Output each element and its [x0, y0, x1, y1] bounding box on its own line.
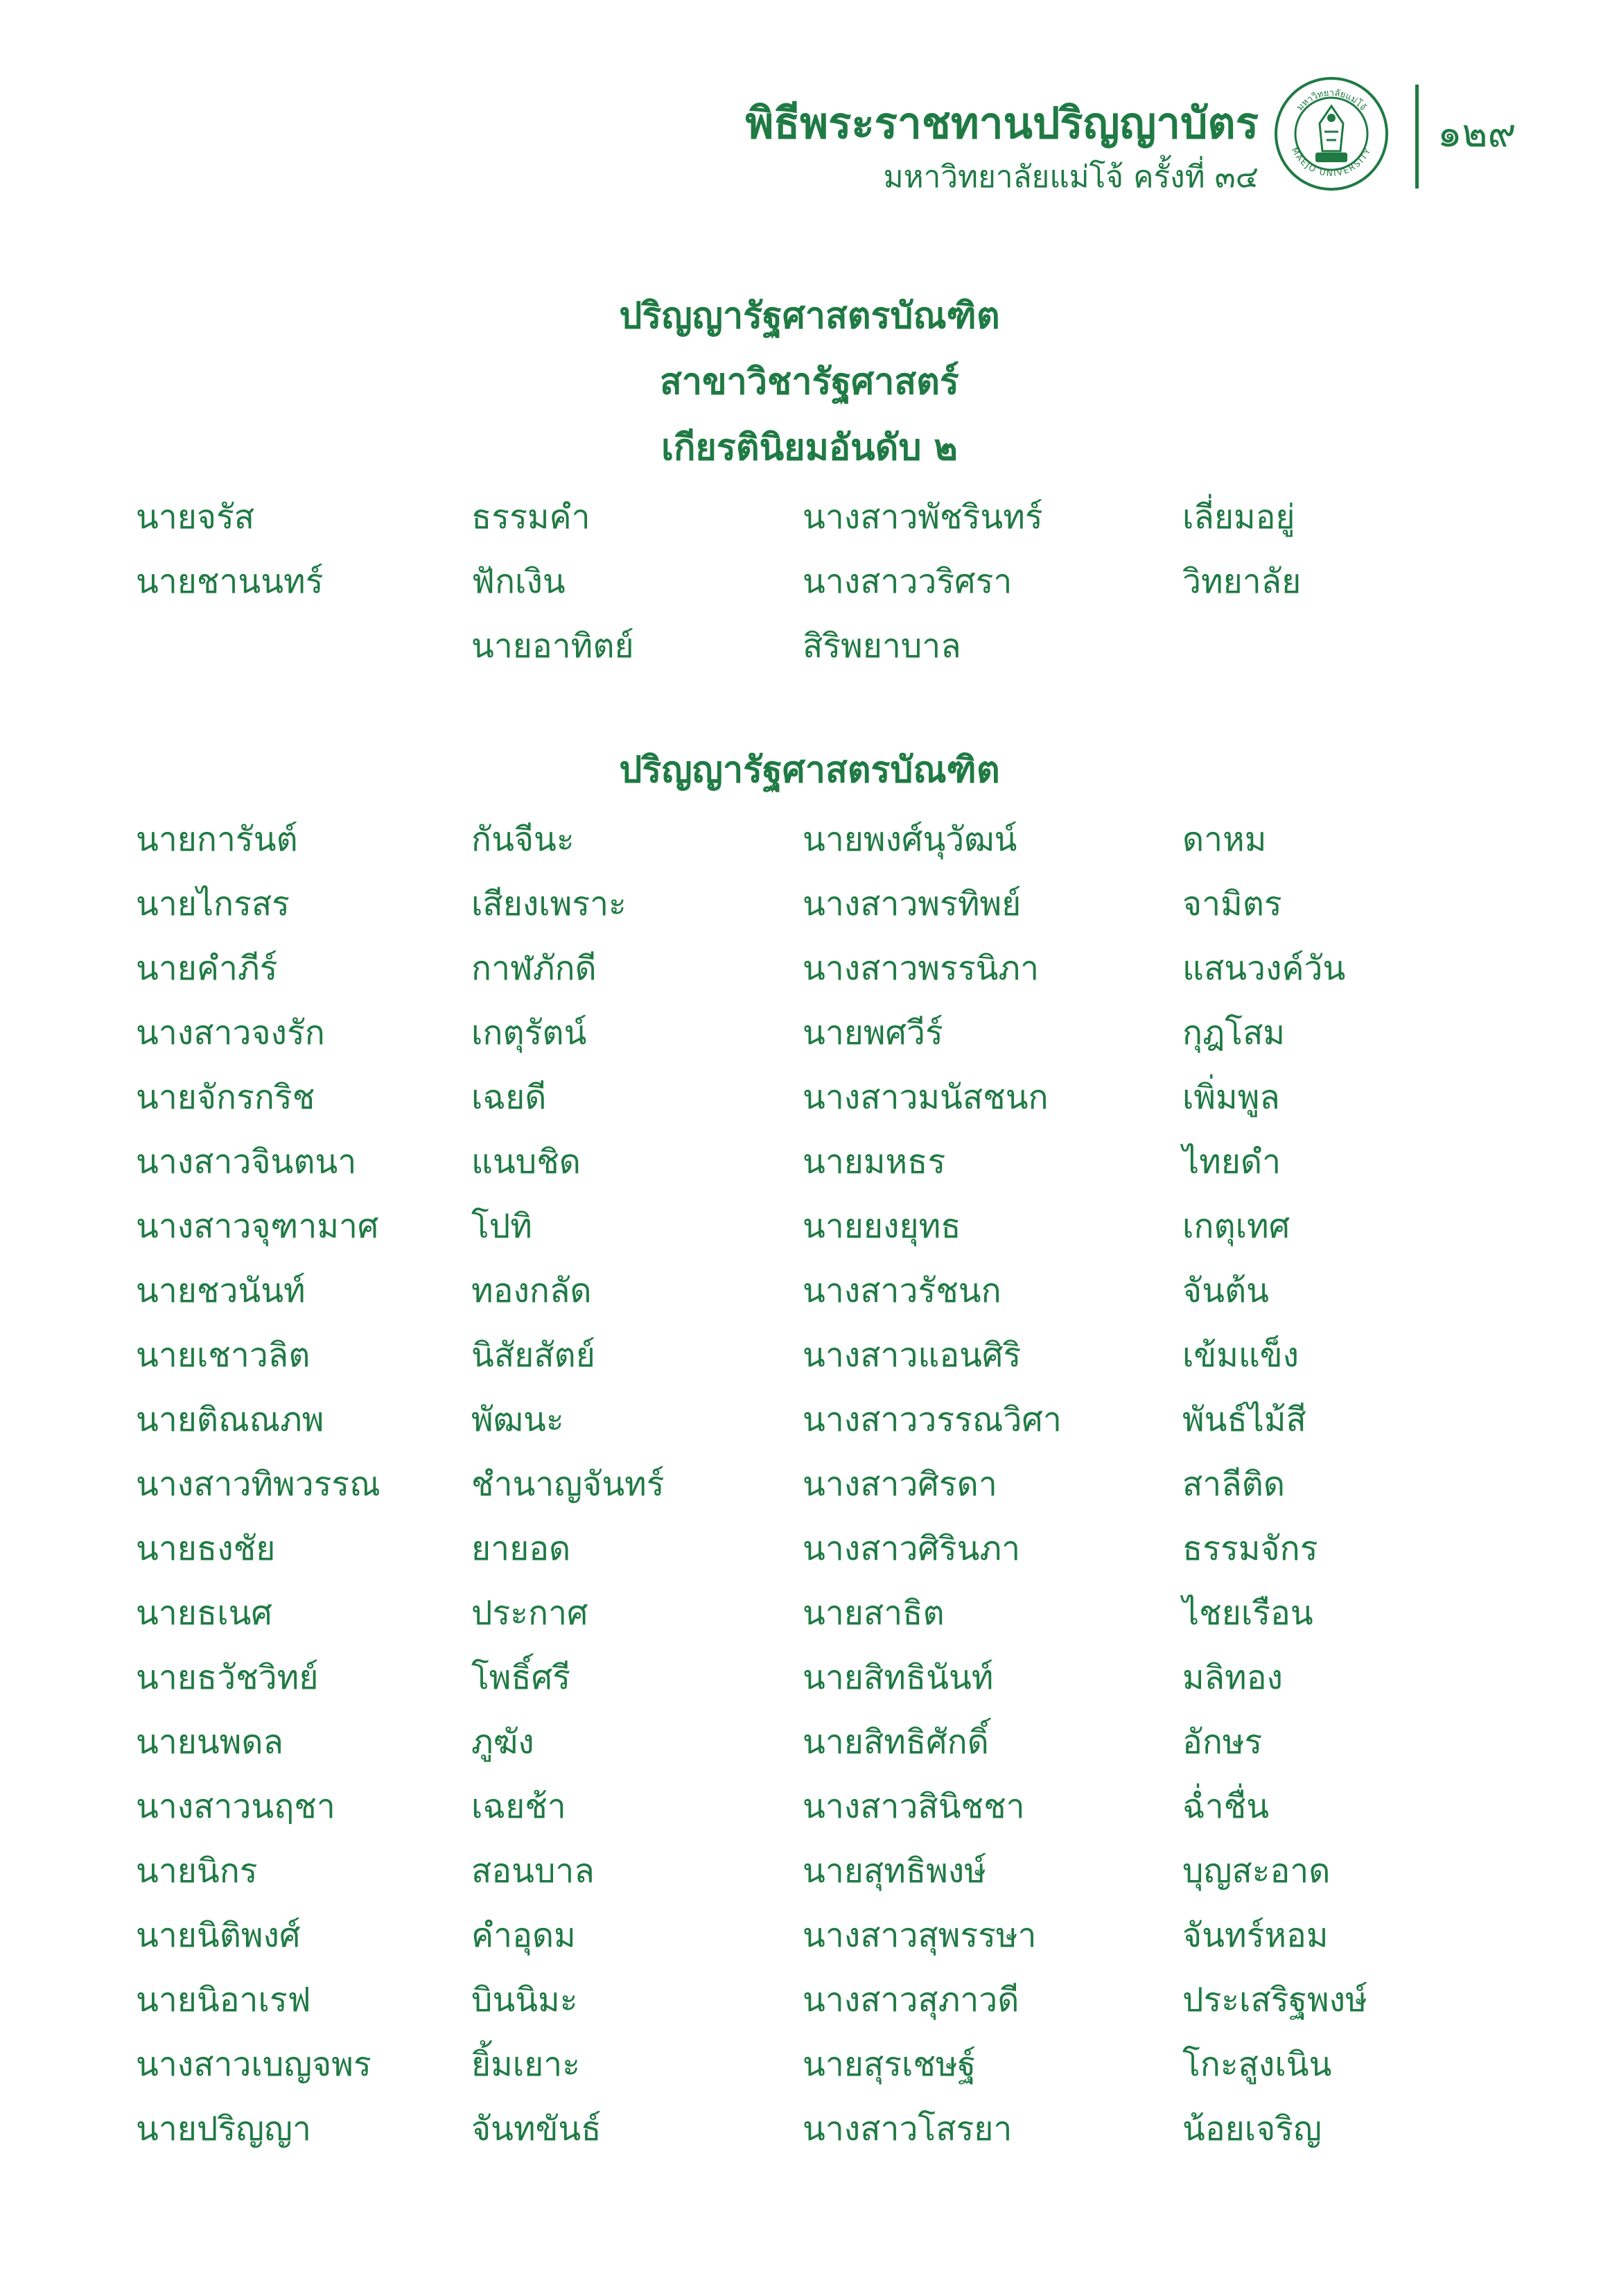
name-cell: นางสาวพรรนิภา [803, 949, 1040, 988]
name-cell: นางสาวพัชรินทร์ [803, 498, 1043, 537]
name-cell: แนบชิด [471, 1142, 581, 1181]
name-cell: บินนิมะ [471, 1981, 578, 2019]
name-cell: พันธ์ไม้สี [1182, 1400, 1306, 1439]
name-row [0, 1904, 1619, 1968]
name-cell: นางสาวแอนศิริ [803, 1336, 1022, 1375]
name-cell: ยิ้มเยาะ [471, 2045, 581, 2084]
name-cell: ดาหม [1182, 820, 1267, 859]
name-cell: ภูฆัง [471, 1723, 534, 1762]
university-seal-icon [1272, 75, 1390, 193]
name-cell: จามิตร [1182, 885, 1282, 923]
name-cell: อักษร [1182, 1723, 1263, 1762]
name-cell: นายไกรสร [136, 885, 290, 923]
name-row [0, 485, 1619, 550]
name-row [0, 550, 1619, 614]
name-cell: คำอุดม [471, 1916, 576, 1955]
name-row [0, 1194, 1619, 1259]
section2-name-list [0, 808, 1619, 2162]
name-cell: พัฒนะ [471, 1400, 564, 1439]
name-cell: โกะสูงเนิน [1182, 2045, 1332, 2084]
section2-degree: ปริญญารัฐศาสตรบัณฑิต [619, 749, 1000, 791]
name-cell: นายนพดล [136, 1723, 283, 1762]
name-cell: นายธเนศ [136, 1594, 272, 1633]
name-row [0, 1323, 1619, 1388]
name-cell: นางสาวจินตนา [136, 1142, 357, 1181]
name-cell: ไชยเรือน [1182, 1594, 1313, 1633]
name-cell: เกตุรัตน์ [471, 1014, 587, 1052]
name-cell: ฉ่ำชื่น [1182, 1787, 1270, 1826]
name-row [0, 1517, 1619, 1581]
name-cell: นางสาวนฤชา [136, 1787, 335, 1826]
name-cell: นายคำภีร์ [136, 949, 278, 988]
name-cell: นายจรัส [136, 498, 255, 537]
name-cell: นางสาวศิรดา [803, 1465, 997, 1504]
section1-name-list [0, 485, 1619, 679]
name-cell: นางสาวสินิชชา [803, 1787, 1025, 1826]
name-cell: นายการันต์ [136, 820, 298, 859]
name-row [0, 1066, 1619, 1130]
name-cell: นายสิทธินันท์ [803, 1658, 994, 1697]
name-cell: ไทยดำ [1182, 1142, 1281, 1181]
name-cell: นางสาวจุฑามาศ [136, 1207, 379, 1246]
page-header [0, 75, 1619, 214]
name-cell: ชำนาญจันทร์ [471, 1465, 665, 1504]
name-cell: นายธงชัย [136, 1529, 276, 1568]
name-row [0, 1775, 1619, 1839]
name-cell: กาฬภักดี [471, 949, 597, 988]
name-row [0, 1581, 1619, 1646]
name-row [0, 2097, 1619, 2162]
name-cell: นางสาวเบญจพร [136, 2045, 371, 2084]
name-cell: นางสาวทิพวรรณ [136, 1465, 380, 1504]
name-cell: จันทขันธ์ [471, 2110, 602, 2148]
name-row [0, 614, 1619, 679]
name-cell: ธรรมคำ [471, 498, 590, 537]
section1-major: สาขาวิชารัฐศาสตร์ [660, 361, 959, 403]
name-cell: วิทยาลัย [1182, 562, 1302, 601]
name-row [0, 1646, 1619, 1710]
name-cell: เฉยช้า [471, 1787, 566, 1826]
name-cell: ประเสริฐพงษ์ [1182, 1981, 1367, 2019]
name-cell: นายชวนันท์ [136, 1271, 306, 1310]
name-cell: ธรรมจักร [1182, 1529, 1318, 1568]
name-row [0, 937, 1619, 1001]
name-row [0, 1968, 1619, 2033]
name-cell: ทองกลัด [471, 1271, 592, 1310]
name-cell: นายสุรเชษฐ์ [803, 2045, 977, 2084]
name-cell: น้อยเจริญ [1182, 2110, 1322, 2148]
name-cell: นางสาวสุพรรษา [803, 1916, 1037, 1955]
name-row [0, 808, 1619, 872]
name-cell: นางสาวสุภาวดี [803, 1981, 1019, 2019]
name-cell: นายนิอาเรฟ [136, 1981, 311, 2019]
name-cell: โพธิ์ศรี [471, 1658, 570, 1697]
name-cell: นายปริญญา [136, 2110, 311, 2148]
name-cell: กุฎโสม [1182, 1014, 1286, 1052]
name-cell: เสียงเพราะ [471, 885, 627, 923]
name-cell: นายติณณภพ [136, 1400, 324, 1439]
name-row [0, 1839, 1619, 1904]
name-cell: นายพศวีร์ [803, 1014, 943, 1052]
name-cell: เพิ่มพูล [1182, 1078, 1280, 1117]
name-cell: เกตุเทศ [1182, 1207, 1290, 1246]
name-cell: นายสุทธิพงษ์ [803, 1852, 986, 1890]
seal-text: MAEJO UNIVERSITY [1289, 146, 1374, 179]
name-row [0, 1452, 1619, 1517]
name-cell: นายธวัชวิทย์ [136, 1658, 319, 1697]
name-row [0, 872, 1619, 937]
name-cell: ประกาศ [471, 1594, 588, 1633]
name-row [0, 1001, 1619, 1066]
header-divider [1415, 85, 1419, 189]
name-row [0, 1710, 1619, 1775]
name-cell: โปทิ [471, 1207, 532, 1246]
name-cell: จันต้น [1182, 1271, 1269, 1310]
name-cell: นางสาวมนัสชนก [803, 1078, 1049, 1117]
name-cell: นายนิติพงศ์ [136, 1916, 301, 1955]
ceremony-subtitle: มหาวิทยาลัยแม่โจ้ ครั้งที่ ๓๔ [883, 159, 1259, 195]
name-cell: นายนิกร [136, 1852, 258, 1890]
name-cell: นายมหธร [803, 1142, 946, 1181]
name-cell: นายเชาวลิต [136, 1336, 310, 1375]
name-cell: นางสาวศิรินภา [803, 1529, 1021, 1568]
name-row [0, 1130, 1619, 1194]
name-cell: นายจักรกริช [136, 1078, 315, 1117]
name-cell: นายพงศ์นุวัฒน์ [803, 820, 1017, 859]
name-cell: นางสาวพรทิพย์ [803, 885, 1022, 923]
page-number: ๑๒๙ [1437, 111, 1516, 156]
name-cell: นายสาธิต [803, 1594, 945, 1633]
name-cell: สาลีติด [1182, 1465, 1286, 1504]
name-row [0, 1388, 1619, 1452]
name-cell: สอนบาล [471, 1852, 595, 1890]
name-cell: นายอาทิตย์ [471, 627, 634, 666]
name-cell: สิริพยาบาล [803, 627, 961, 666]
name-cell: บุญสะอาด [1182, 1852, 1331, 1890]
name-cell: นิสัยสัตย์ [471, 1336, 595, 1375]
name-cell: นายยงยุทธ [803, 1207, 961, 1246]
name-cell: เฉยดี [471, 1078, 547, 1117]
header-text [746, 96, 1259, 200]
section1-degree: ปริญญารัฐศาสตรบัณฑิต [619, 295, 1000, 337]
name-row [0, 1259, 1619, 1323]
name-cell: ยายอด [471, 1529, 571, 1568]
name-cell: เลี่ยมอยู่ [1182, 498, 1295, 537]
name-cell: นางสาวรัชนก [803, 1271, 1001, 1310]
name-cell: เข้มแข็ง [1182, 1336, 1299, 1375]
name-cell: นางสาววริศรา [803, 562, 1013, 601]
name-cell: แสนวงค์วัน [1182, 949, 1346, 988]
name-cell: นางสาวโสรยา [803, 2110, 1013, 2148]
name-cell: กันจีนะ [471, 820, 575, 859]
name-cell: นางสาวจงรัก [136, 1014, 325, 1052]
svg-text:มหาวิทยาลัยแม่โจ้: มหาวิทยาลัยแม่โจ้ [1295, 87, 1368, 113]
name-row [0, 2033, 1619, 2097]
name-cell: ฟักเงิน [471, 562, 566, 601]
ceremony-title: พิธีพระราชทานปริญญาบัตร [745, 98, 1259, 148]
name-cell: นายสิทธิศักดิ์ [803, 1723, 989, 1762]
name-cell: นางสาววรรณวิศา [803, 1400, 1062, 1439]
name-cell: จันทร์หอม [1182, 1916, 1329, 1955]
section1-honors: เกียรตินิยมอันดับ ๒ [661, 427, 958, 469]
name-cell: มลิทอง [1182, 1658, 1283, 1697]
name-cell: นายชานนทร์ [136, 562, 324, 601]
